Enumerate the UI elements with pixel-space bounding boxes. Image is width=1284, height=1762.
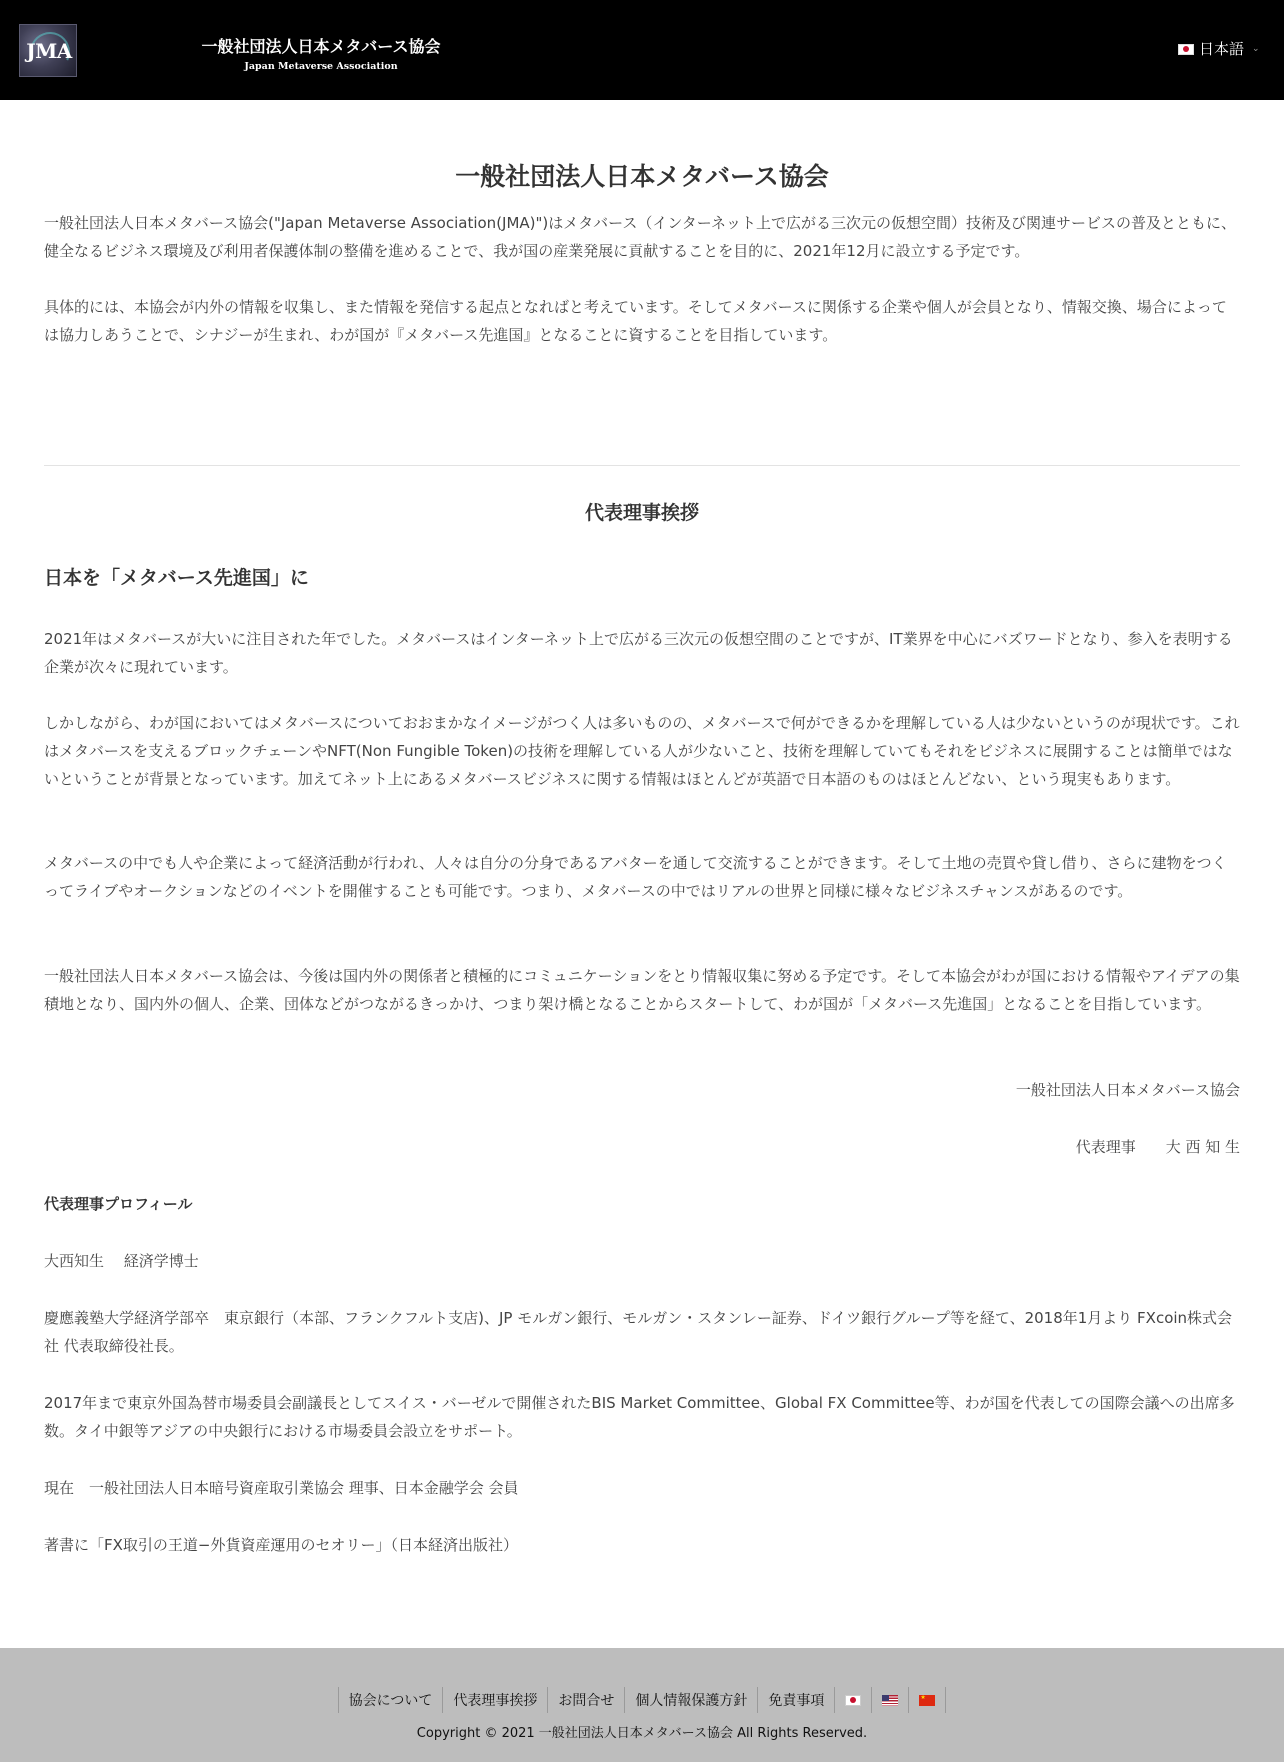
greeting-paragraph: メタバースの中でも人や企業によって経済活動が行われ、人々は自分の分身であるアバターを通して交流することができます。そして土地の売買や貸し借り、さらに建物をつくってライブやオークションなどのイベントを開催することも可能です。つまり、メタバースの中ではリアルの世界と同様に様々なビジネスチャンスがあるのです。 <box>44 854 1227 900</box>
site-footer <box>0 1648 1284 1762</box>
copyright: Copyright © 2021 一般社団法人日本メタバース協会 All Rights Reserved. <box>416 1726 868 1741</box>
footer-nav <box>0 1687 1284 1713</box>
flag-jp-icon <box>1178 44 1194 55</box>
footer-link-privacy[interactable]: 個人情報保護方針 <box>625 1687 758 1713</box>
site-header <box>0 0 1284 100</box>
flag-cn-icon <box>919 1695 935 1706</box>
logo-text: JMA <box>26 39 72 63</box>
profile-paragraph: 2017年まで東京外国為替市場委員会副議長としてスイス・バーゼルで開催されたBIS Market Committee、Global FX Committee等、わが国を代表しての国際会議への出席多数。タイ中銀等アジアの中央銀行における市場委員会設立をサポート。 <box>44 1394 1235 1440</box>
greeting-title: 代表理事挨拶 <box>584 502 699 524</box>
site-name[interactable]: 一般社団法人日本メタバース協会 <box>201 37 441 56</box>
footer-link-contact[interactable]: お問合せ <box>548 1687 625 1713</box>
language-switcher[interactable] <box>1178 38 1260 60</box>
profile-paragraph: 著書に「FX取引の王道−外貨資産運用のセオリー」（日本経済出版社） <box>44 1536 518 1554</box>
chevron-down-icon: ⌄ <box>1252 44 1260 54</box>
language-label: 日本語 <box>1199 40 1245 58</box>
profile-paragraph: 大西知生 経済学博士 <box>44 1252 199 1270</box>
flag-jp-icon <box>845 1695 861 1706</box>
footer-lang-zh[interactable] <box>909 1687 946 1713</box>
greeting-paragraph: 2021年はメタバースが大いに注目された年でした。メタバースはインターネット上で広がる三次元の仮想空間のことですが、IT業界を中心にバズワードとなり、参入を表明する企業が次々に現れています。 <box>44 630 1233 676</box>
page-title: 一般社団法人日本メタバース協会 <box>455 162 829 191</box>
greeting-paragraph: しかしながら、わが国においてはメタバースについておおまかなイメージがつく人は多いものの、メタバースで何ができるかを理解している人は少ないというのが現状です。これはメタバースを支えるブロックチェーンやNFT(Non Fungible Token)の技術を理解している人が少ないこと、技術を理解していてもそれをビジネスに展開することは簡単ではないということが背景となっています。加えてネット上にあるメタバースビジネスに関する情報はほとんどが英語で日本語のものはほとんどない、という現実もあります。 <box>44 714 1240 788</box>
profile-paragraph: 現在 一般社団法人日本暗号資産取引業協会 理事、日本金融学会 会員 <box>44 1479 519 1497</box>
footer-link-disclaimer[interactable]: 免責事項 <box>758 1687 835 1713</box>
footer-lang-ja[interactable] <box>835 1687 872 1713</box>
site-logo[interactable] <box>19 24 77 77</box>
intro-paragraph: 一般社団法人日本メタバース協会("Japan Metaverse Association(JMA)")はメタバース（インターネット上で広がる三次元の仮想空間）技術及び関連サービスの普及とともに、健全なるビジネス環境及び利用者保護体制の整備を進めることで、我が国の産業発展に貢献することを目的に、2021年12月に設立する予定です。 <box>44 214 1237 260</box>
section-divider <box>44 465 1240 466</box>
footer-link-greeting[interactable]: 代表理事挨拶 <box>443 1687 548 1713</box>
intro-paragraph: 具体的には、本協会が内外の情報を収集し、また情報を発信する起点となればと考えています。そしてメタバースに関係する企業や個人が会員となり、情報交換、場合によっては協力しあうことで、シナジーが生まれ、わが国が『メタバース先進国』となることに資することを目指しています。 <box>44 298 1227 344</box>
greeting-paragraph: 一般社団法人日本メタバース協会は、今後は国内外の関係者と積極的にコミュニケーションをとり情報収集に努める予定です。そして本協会がわが国における情報やアイデアの集積地となり、国内外の個人、企業、団体などがつながるきっかけ、つまり架け橋となることからスタートして、わが国が「メタバース先進国」となることを目指しています。 <box>44 967 1240 1013</box>
footer-lang-en[interactable] <box>872 1687 909 1713</box>
signature-name: 代表理事 大 西 知 生 <box>1075 1138 1240 1156</box>
signature-organization: 一般社団法人日本メタバース協会 <box>1015 1081 1240 1099</box>
footer-link-about[interactable]: 協会について <box>339 1687 444 1713</box>
flag-us-icon <box>882 1695 898 1706</box>
profile-title: 代表理事プロフィール <box>44 1195 193 1213</box>
greeting-heading: 日本を「メタバース先進国」に <box>44 567 309 589</box>
profile-paragraph: 慶應義塾大学経済学部卒 東京銀行（本部、フランクフルト支店)、JP モルガン銀行、モルガン・スタンレー証券、ドイツ銀行グループ等を経て、2018年1月より FXcoin株式会社 代表取締役社長。 <box>44 1309 1233 1355</box>
site-subname: Japan Metaverse Association <box>244 61 398 72</box>
